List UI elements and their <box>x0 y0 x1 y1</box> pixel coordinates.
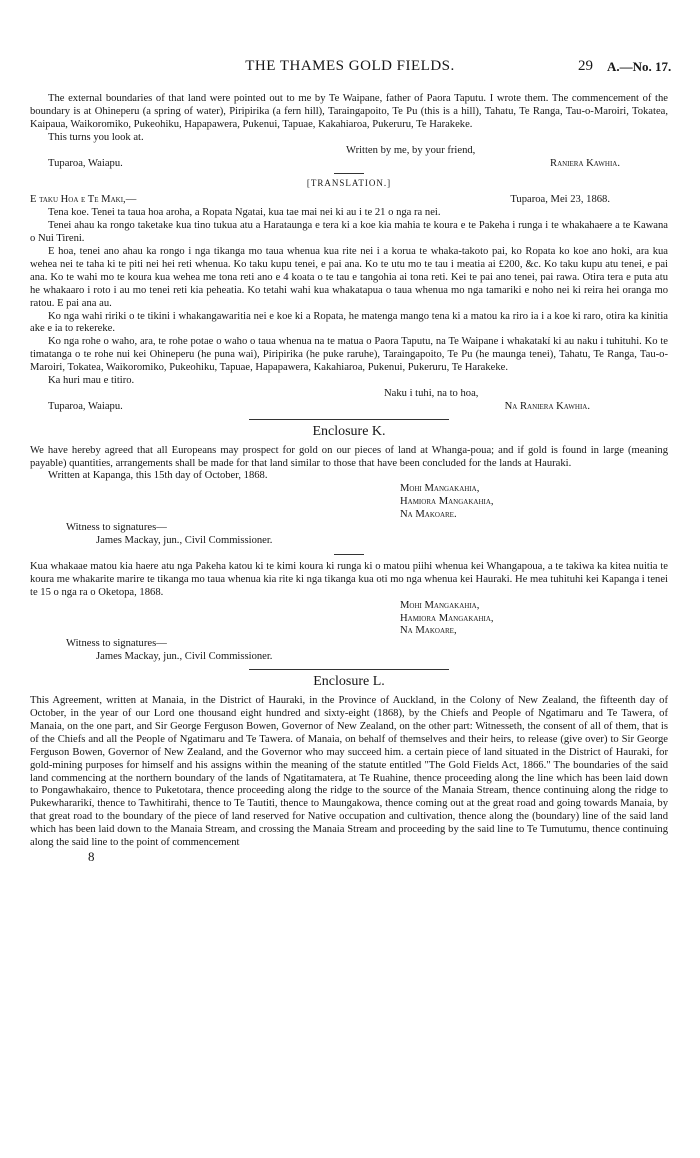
letter-signature-row <box>30 158 668 171</box>
enclosure-k-witness-label: Witness to signatures— <box>66 522 167 534</box>
enclosure-k-title: Enclosure K. <box>312 423 386 439</box>
letter-closing: This turns you look at. <box>48 131 144 143</box>
enclosure-k-signature-2: Hamiora Mangakahia, <box>400 496 494 508</box>
maori-paragraph-5: Ko nga rohe o waho, ara, te rohe potae o waho o taua whenua na te matua o Paora Taputu, na Te Waipane i whakatakí ki au naku i tuhituhi. Ko te timatanga o te rohe nui kei Ohineperu (he puna wai), Piripirika (he puke raruhe), Taraingapoito, Te Pu (he maunga tenei), Tahatu, Te Ranga, Tau-o-Maroiri, Tokatea, Waikoromiko, Pukeohiku, Tapuae, Hapapawera, Kakahiaroa, Pukenui, Pukeruru, Te Harakeke. <box>30 336 668 374</box>
maori-closing: Ka huri mau e titiro. <box>48 375 135 387</box>
enclosure-k-maori-paragraph: Kua whakaae matou kia haere atu nga Pakeha katou ki te kimi koura ki runga ki o matou piihi whenua kei Whangapoua, a te takiwa ka kitea nuitia te koura me whakarite marire te tikanga mo taua whenua kia rite ki nga tikanga kua oti mo nga whenua kei Hauraki. He mea tuhituhi kei Kapanga i tenei te 15 o nga ra o Oketopa, 1868. <box>30 560 668 598</box>
section-divider <box>249 419 449 420</box>
maori-place: Tuparoa, Waiapu. <box>48 400 123 412</box>
running-title: THE THAMES GOLD FIELDS. <box>245 58 455 74</box>
enclosure-k-signature-3: Na Makoare. <box>400 509 457 521</box>
maori-signature-row <box>30 401 668 414</box>
section-divider <box>249 669 449 670</box>
maori-salutation: E taku Hoa e Te Maki,— <box>30 194 137 206</box>
maori-sign-off: Naku i tuhi, na to hoa, <box>384 387 479 399</box>
enclosure-k-signature-1: Mohi Mangakahia, <box>400 483 480 495</box>
maori-paragraph-3: E hoa, tenei ano ahau ka rongo i nga tikanga mo taua whenua kua rite nei i a korua te whaka-takoto pai, ko Ropata ko koe ano hoki, ara kua wehea nei te taha ki te piti nei hei reti whenua. Ko taku kupu tenei, e pai ana. Ko te utu mo te tau i meatia ai £200, &c. Ko taku kupu atu tenei, e pai ana. Ko te wahi mo te koura kua wehea me tona reti ano e 4 koata o te tau e tangohia ai tona reti. Kei te pai ano tenei, pai rawa. Otira tera e puta atu he whakaaro i roto i au mo tenei reti kia peheatia. Ko tetahi wahi kua whakatapua o taua whenua mo nga tamariki e noho nei ki reira hei oranga mo ratou. E pai ana au. <box>30 245 668 309</box>
maori-signatory: Na Raniera Kawhia. <box>504 400 590 412</box>
maori-paragraph-2: Tenei ahau ka rongo taketake kua tino tukua atu a Harataunga e tera ki a koe kia mahia te koura e te Pakeha i runga i te whakahaere a te Kawana o Nui Tireni. <box>30 220 668 245</box>
folio-number: 8 <box>88 848 95 864</box>
maori-paragraph-1: Tena koe. Tenei ta taua hoa aroha, a Ropata Ngatai, kua tae mai nei ki au i te 21 o nga ra nei. <box>48 207 441 219</box>
enclosure-k-maori-witness-name: James Mackay, jun., Civil Commissioner. <box>96 651 273 663</box>
enclosure-k-maori-signature-3: Na Makoare, <box>400 625 457 637</box>
letter-boundaries-paragraph: The external boundaries of that land were pointed out to me by Te Waipane, father of Paora Taputu. I wrote them. The commencement of the boundary is at Ohineperu (a spring of water), Piripirika (a fern hill), Taraingapoito, Te Pu (this is a hill), Tahatu, Te Ranga, Tau-o-Maroiri, Tokatea, Kaipaua, Waikoromiko, Pukeohiku, Hapapawera, Pukenui, Tapuae, Kakahiaroa, Pukeruru, Te Harakeke. <box>30 93 668 130</box>
enclosure-k-paragraph: We have hereby agreed that all Europeans may prospect for gold on our pieces of land at Whanga-poua; and if gold is found in large (meaning payable) quantities, arrangements shall be made for that land similar to those that have been concluded for the lands at Hauraki. <box>30 444 668 469</box>
enclosure-k-maori-signature-1: Mohi Mangakahia, <box>400 599 480 611</box>
maori-dateline: Tuparoa, Mei 23, 1868. <box>510 194 610 206</box>
page-number: 29 <box>578 58 593 74</box>
page-body <box>30 93 668 864</box>
enclosure-k-maori-signature-2: Hamiora Mangakahia, <box>400 612 494 624</box>
enclosure-l-title: Enclosure L. <box>313 674 385 690</box>
enclosure-k-witness-name: James Mackay, jun., Civil Commissioner. <box>96 535 273 546</box>
maori-letter-heading <box>30 194 668 207</box>
document-reference: A.—No. 17. <box>607 59 672 74</box>
divider <box>334 173 364 174</box>
translation-label: [TRANSLATION.] <box>306 178 392 189</box>
enclosure-k-written-at: Written at Kapanga, this 15th day of October, 1868. <box>48 470 268 482</box>
enclosure-l-paragraph: This Agreement, written at Manaia, in the District of Hauraki, in the Province of Auckland, in the Colony of New Zealand, the fifteenth day of October, in the year of our Lord one thousand eight hundred and sixty-eight (1868), by the Chiefs and People of Ngatimaru and Te Tawera, of Manaia, on the one part, and Sir George Ferguson Bowen, Governor of New Zealand, on the other part: Witnesseth, the consent of all of them, that is of the Chiefs and all the People of Ngatimaru and Te Tawera. of Manaia, on behalf of themselves and their heirs, to release (give over) to Sir George Ferguson Bowen, Governor of New Zealand, and the Governor who may succeed him. a certain piece of land situated in the District of Hauraki, for gold-mining purposes for himself and his assigns within the meaning of the statute entitled "The Gold Fields Act, 1866." The boundaries of the said land commencing at the northern boundary of the lands of Ngatitamatera, at Te Ruahine, thence proceeding along the line which has been laid down to Pongawhakairo, thence to Puketotara, thence proceeding along the ridge to the source of the Manaia Stream, thence continuing along the ridge to Pukewhararikí, thence to Tawhitirahi, thence to Te Tautiti, thence to Maungakowa, thence coming out at the great road and going towards Manaia, by that great road to the boundary of the piece of land reserved for Native occupation and cultivation, thence along the (boundary) line of the said land which has been laid down to the Manaia Stream, and crossing the Manaia Stream and proceeding by the said line to Te Tumutumu, thence continuing along the said line to the point of commencement <box>30 695 668 849</box>
letter-sign-off: Written by me, by your friend, <box>346 144 476 156</box>
maori-paragraph-4: Ko nga wahi ririki o te tikini i whakangawaritia nei e koe ki a Ropata, he matenga mango tena ki a matou ka riro ia i a koe ki raro, otira ka kinitia ake e ia to rekereke. <box>30 310 668 335</box>
divider <box>334 554 364 555</box>
letter-place: Tuparoa, Waiapu. <box>48 157 123 169</box>
enclosure-k-maori-witness-label: Witness to signatures— <box>66 638 167 650</box>
letter-signatory: Raniera Kawhia. <box>550 157 620 169</box>
page-header <box>0 58 700 78</box>
